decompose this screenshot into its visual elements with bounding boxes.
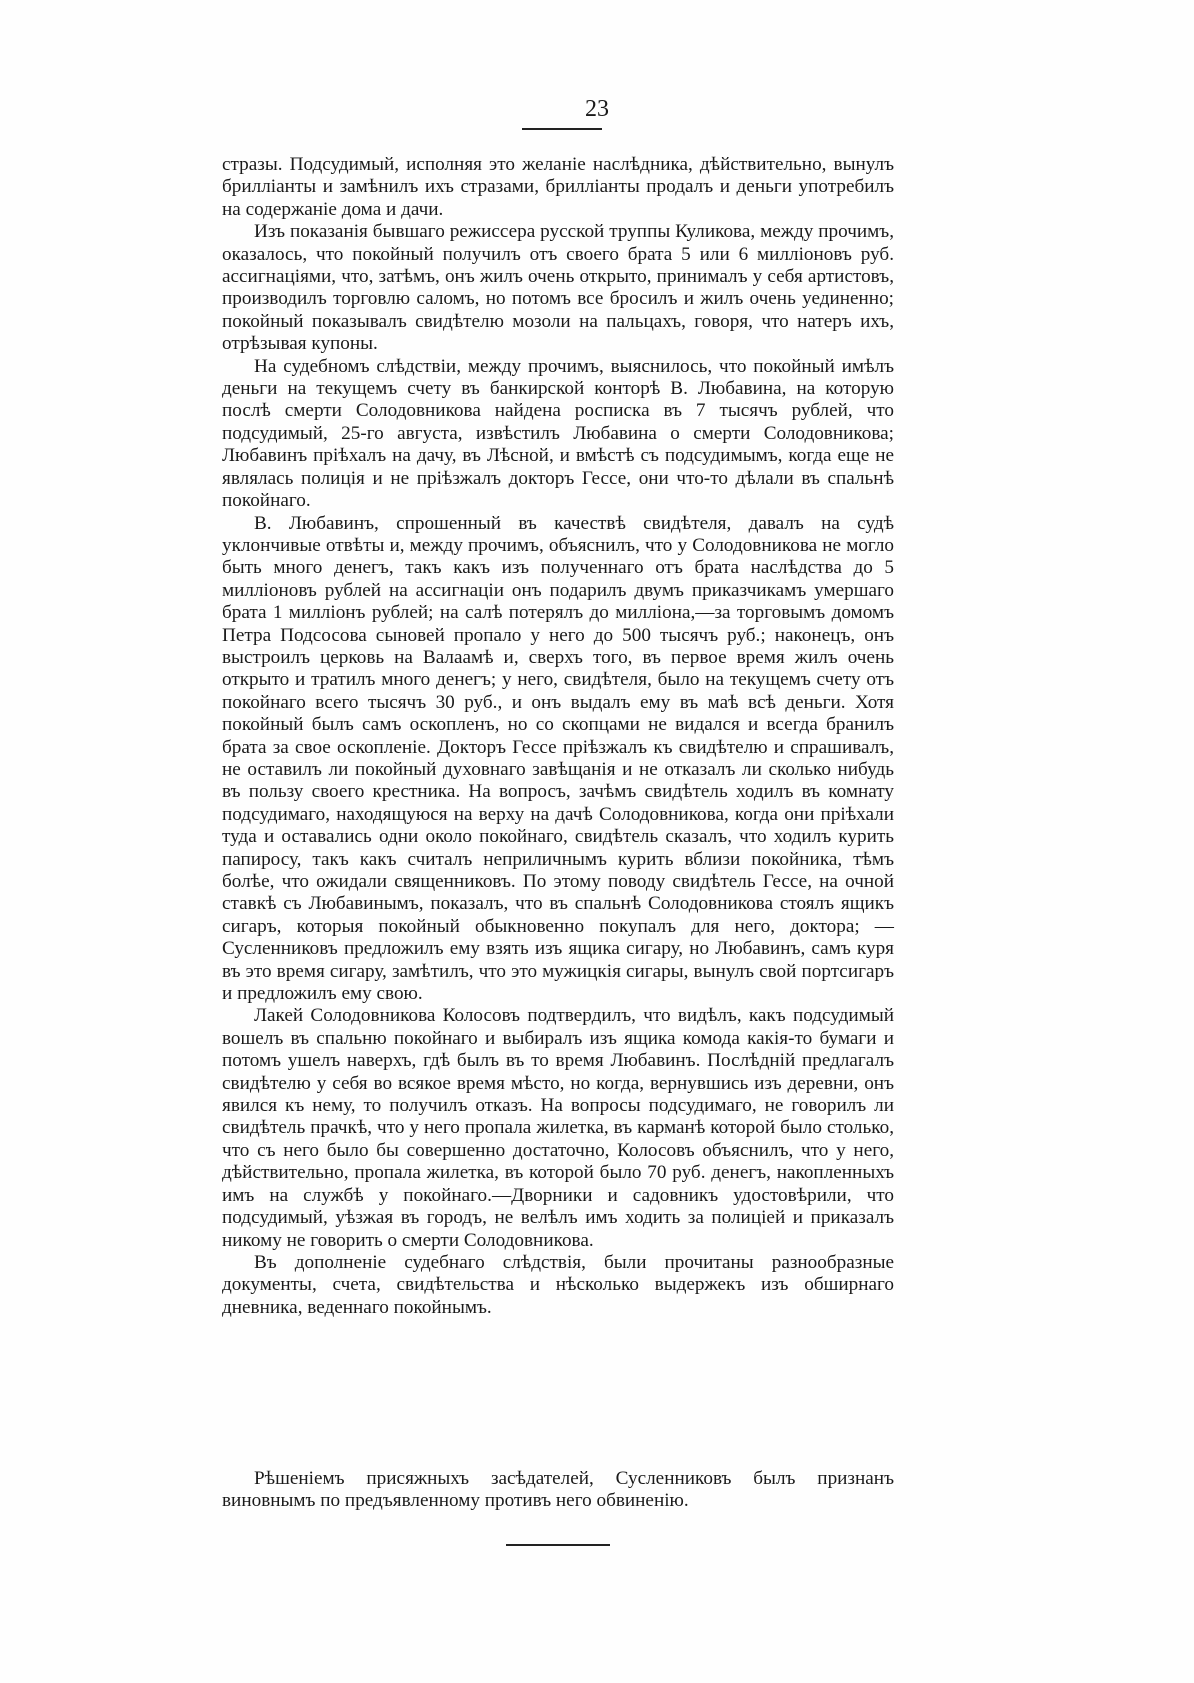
paragraph-continuation: стразы. Подсудимый, исполняя это желаніе наслѣдника, дѣйствительно, вынулъ брилліанты и замѣнилъ ихъ стразами, брилліанты продалъ и деньги употребилъ на содержаніе дома и дачи. (222, 154, 894, 220)
body-text (222, 154, 894, 1319)
header-rule (522, 128, 602, 130)
page-number: 23 (585, 96, 609, 122)
paragraph-kolosov-testimony: Лакей Солодовникова Колосовъ подтвердилъ, что видѣлъ, какъ подсудимый вошелъ въ спальню покойнаго и выбиралъ изъ ящика комода какія-то бумаги и потомъ ушелъ наверхъ, гдѣ былъ въ то время Любавинъ. Послѣдній предлагалъ свидѣтелю у себя во всякое время мѣсто, но когда, вернувшись изъ деревни, онъ явился къ нему, то получилъ отказъ. На вопросы подсудимаго, не говорилъ ли свидѣтель прачкѣ, что у него пропала жилетка, въ карманѣ которой было столько, что съ него было бы совершенно достаточно, Колосовъ объяснилъ, что у него, дѣйствительно, пропала жилетка, въ которой было 70 руб. денегъ, накопленныхъ имъ на службѣ у покойнаго.—Дворники и садовникъ удостовѣрили, что подсудимый, уѣзжая въ городъ, не велѣлъ имъ ходить за полиціей и приказалъ никому не говорить о смерти Солодовникова. (222, 1005, 894, 1251)
closing-rule (506, 1544, 610, 1546)
paragraph-judicial-inquiry: На судебномъ слѣдствіи, между прочимъ, выяснилось, что покойный имѣлъ деньги на текущемъ счету въ банкирской конторѣ В. Любавина, на которую послѣ смерти Солодовникова найдена росписка въ 7 тысячъ рублей, что подсудимый, 25-го августа, извѣстилъ Любавина о смерти Солодовникова; Любавинъ пріѣхалъ на дачу, въ Лѣсной, и вмѣстѣ съ подсудимымъ, когда еще не являлась полиція и не пріѣзжалъ докторъ Гессе, они что-то дѣлали въ спальнѣ покойнаго. (222, 355, 894, 512)
verdict-paragraph: Рѣшеніемъ присяжныхъ засѣдателей, Сусленниковъ былъ признанъ виновнымъ по предъявленному противъ него обвиненію. (222, 1468, 894, 1512)
paragraph-documents: Въ дополненіе судебнаго слѣдствія, были прочитаны разнообразные документы, счета, свидѣтельства и нѣсколько выдержекъ изъ обширнаго дневника, веденнаго покойнымъ. (222, 1251, 894, 1318)
paragraph-lyubavin-testimony: В. Любавинъ, спрошенный въ качествѣ свидѣтеля, давалъ на судѣ уклончивые отвѣты и, между прочимъ, объяснилъ, что у Солодовникова не могло быть много денегъ, такъ какъ изъ полученнаго отъ брата наслѣдства до 5 милліоновъ рублей на ассигнаціи онъ подарилъ двумъ приказчикамъ умершаго брата 1 милліонъ рублей; на салѣ потерялъ до милліона,—за торговымъ домомъ Петра Подсосова сыновей пропало у него до 500 тысячъ руб.; наконецъ, онъ выстроилъ церковь на Валаамѣ и, сверхъ того, въ первое время жилъ очень открыто и тратилъ много денегъ; у него, свидѣтеля, было на текущемъ счету отъ покойнаго всего тысячъ 30 руб., и онъ выдалъ ему въ маѣ всѣ деньги. Хотя покойный былъ самъ оскопленъ, но со скопцами не видался и всегда бранилъ брата за свое оскопленіе. Докторъ Гессе пріѣзжалъ къ свидѣтелю и спрашивалъ, не оставилъ ли покойный духовнаго завѣщанія и не отказалъ ли сколько нибудь въ пользу своего крестника. На вопросъ, зачѣмъ свидѣтель ходилъ въ комнату подсудимаго, находящуюся на верху на дачѣ Солодовникова, когда они пріѣхали туда и оставались одни около покойнаго, свидѣтель сказалъ, что ходилъ курить папиросу, такъ какъ считалъ неприличнымъ курить вблизи покойника, тѣмъ болѣе, что ожидали священниковъ. По этому поводу свидѣтель Гессе, на очной ставкѣ съ Любавинымъ, показалъ, что въ спальнѣ Солодовникова стоялъ ящикъ сигаръ, которыя покойный обыкновенно покупалъ для него, доктора; — Сусленниковъ предложилъ ему взять изъ ящика сигару, но Любавинъ, самъ куря въ это время сигару, замѣтилъ, что это мужицкія сигары, вынулъ свой портсигаръ и предложилъ ему свою. (222, 512, 894, 1005)
paragraph-kulikov-testimony: Изъ показанія бывшаго режиссера русской труппы Куликова, между прочимъ, оказалось, что покойный получилъ отъ своего брата 5 или 6 милліоновъ руб. ассигнаціями, что, затѣмъ, онъ жилъ очень открыто, принималъ у себя артистовъ, производилъ торговлю саломъ, но потомъ все бросилъ и жилъ очень уединенно; покойный показывалъ свидѣтелю мозоли на пальцахъ, говоря, что натеръ ихъ, отрѣзывая купоны. (222, 221, 894, 355)
